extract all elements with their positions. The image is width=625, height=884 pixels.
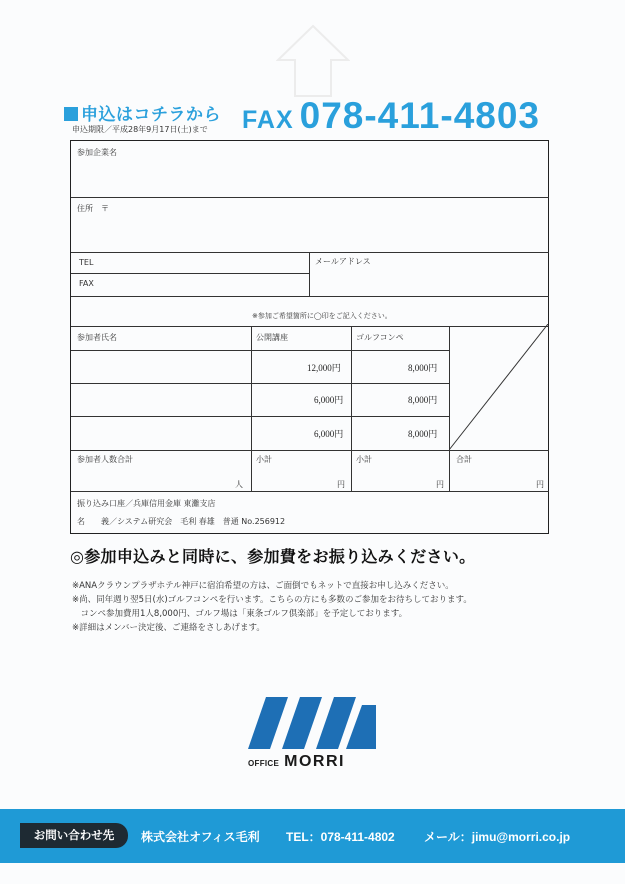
subtotal-label-2: 小計 (356, 455, 372, 464)
tel-label: TEL (79, 258, 94, 267)
lecture-fee-3: 6,000円 (314, 429, 344, 439)
logo-office-text: OFFICE (248, 759, 280, 768)
apply-title: 申込はコチラから (64, 100, 221, 125)
golf-label: ゴルフコンペ (356, 333, 404, 342)
fax-label: FAX (242, 106, 294, 134)
payment-notice: ◎参加申込みと同時に、参加費をお振り込みください。 (70, 547, 476, 566)
lecture-fee-2: 6,000円 (314, 395, 344, 405)
contact-tag: お問い合わせ先 (20, 823, 128, 848)
bank-holder-line: 名 義／システム研究会 毛利 春雄 普通 No.256912 (77, 517, 286, 526)
check-note: ※参加ご希望箇所に◯印をご記入ください。 (252, 312, 392, 320)
note-line: コンペ参加費用1人8,000円、ゴルフ場は「東条ゴルフ倶楽部」を予定しております。 (72, 609, 408, 619)
contact-footer (0, 809, 625, 863)
diagonal-strike (449, 324, 549, 452)
participant-name-label: 参加者氏名 (77, 333, 117, 342)
footer-tel: TEL：078-411-4802 (286, 830, 395, 844)
deadline-text: 申込期限／平成28年9月17日(土)まで (72, 125, 208, 134)
address-label: 住所 〒 (77, 204, 109, 213)
lecture-fee-1: 12,000円 (307, 363, 341, 373)
logo-wordmark (248, 751, 345, 771)
person-unit: 人 (235, 480, 243, 489)
notes-block (72, 579, 472, 635)
company-name-label: 参加企業名 (77, 148, 117, 157)
footer-company: 株式会社オフィス毛利 (141, 830, 260, 844)
watermark-arrow-icon (276, 24, 350, 98)
yen-unit-2: 円 (436, 480, 444, 489)
bank-account-line: 振り込み口座／兵庫信用金庫 東灘支店 (77, 499, 216, 508)
fax-field-label: FAX (79, 279, 94, 288)
note-line: ※詳細はメンバー決定後、ご連絡をさしあげます。 (72, 623, 265, 633)
note-line: ※ANAクラウンプラザホテル神戸に宿泊希望の方は、ご面倒でもネットで直接お申し込みください。 (72, 581, 454, 591)
total-label: 合計 (456, 455, 472, 464)
subtotal-label: 小計 (256, 455, 272, 464)
application-form (70, 140, 549, 534)
yen-unit-1: 円 (337, 480, 345, 489)
footer-email: メール：jimu@morri.co.jp (424, 830, 571, 844)
golf-fee-3: 8,000円 (408, 429, 438, 439)
logo-name-text: MORRI (284, 753, 345, 770)
square-bullet-icon (64, 107, 78, 121)
fax-number-heading (242, 95, 540, 137)
lecture-label: 公開講座 (256, 333, 288, 342)
golf-fee-1: 8,000円 (408, 363, 438, 373)
fax-number: 078-411-4803 (299, 95, 541, 136)
note-line: ※尚、同年週り翌5日(水)ゴルフコンペを行います。こちらの方にも多数のご参加をお待ちしております。 (72, 595, 472, 605)
golf-fee-2: 8,000円 (408, 395, 438, 405)
yen-unit-3: 円 (536, 480, 544, 489)
email-label: メールアドレス (315, 257, 371, 266)
total-people-label: 参加者人数合計 (77, 455, 133, 464)
